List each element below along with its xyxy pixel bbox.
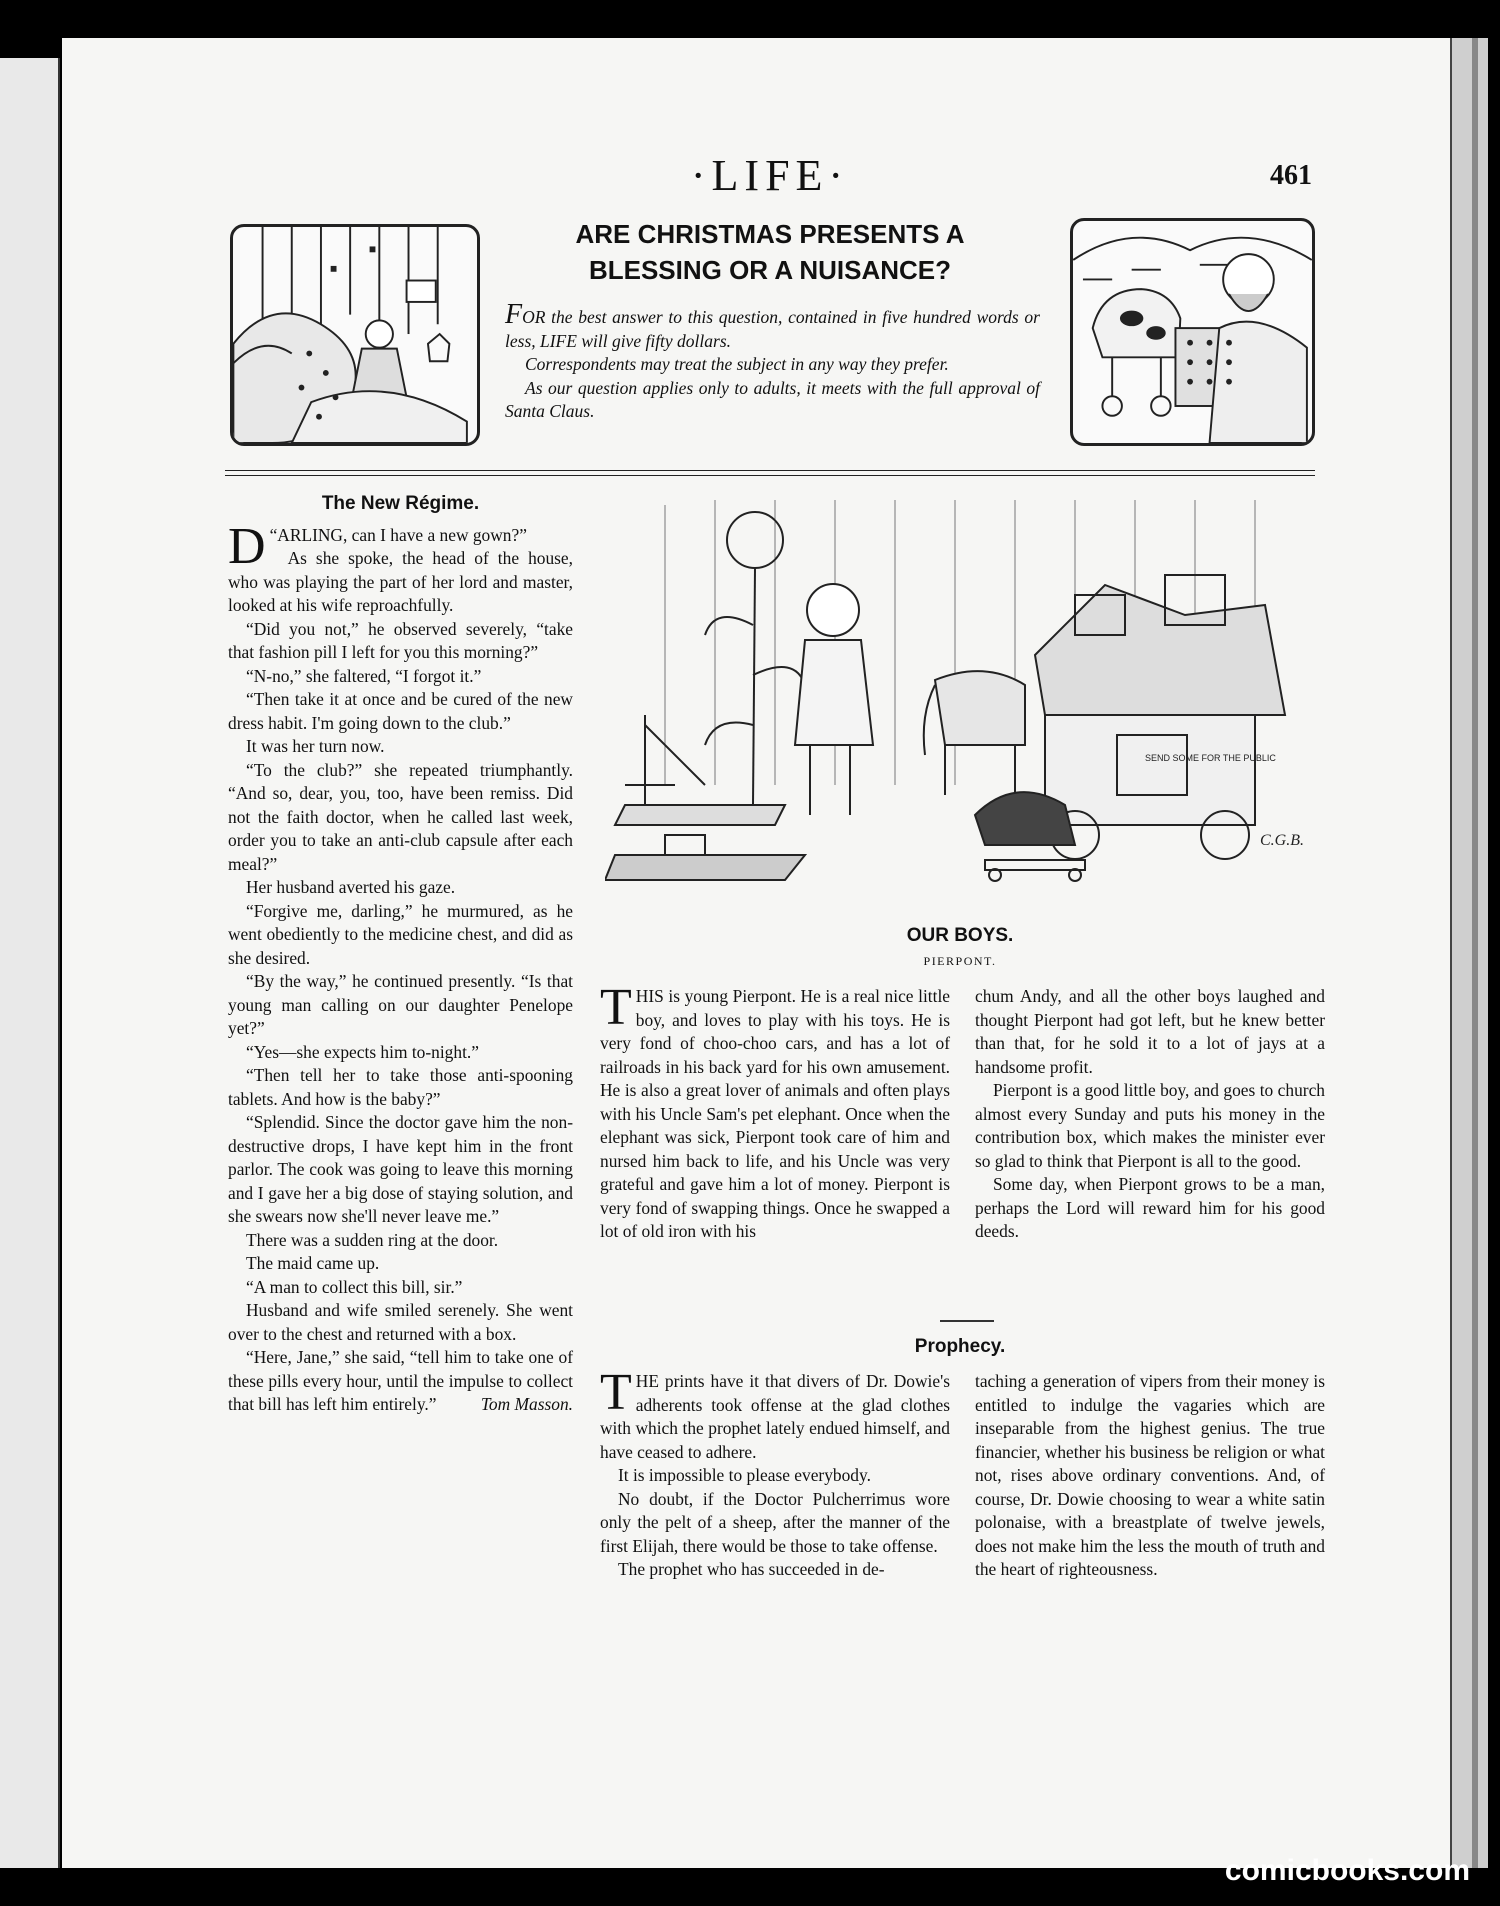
article-paragraph: It is impossible to please everybody. [618, 1465, 871, 1485]
our-boys-column-1 [600, 979, 950, 1244]
prophecy-column-2 [975, 1370, 1325, 1582]
new-regime-article [228, 492, 573, 1417]
article-paragraph: Her husband averted his gaze. [246, 877, 456, 897]
article-body [228, 517, 573, 1417]
our-boys-subtitle: PIERPONT. [923, 954, 997, 968]
author-signature: Tom Masson. [480, 1394, 573, 1414]
section-divider [225, 470, 1315, 476]
contest-paragraph: As our question applies only to adults, it meets with the full approval of Santa Claus. [505, 377, 1040, 421]
article-paragraph-text: HIS is young Pierpont. He is a real nice little boy, and loves to play with his toys. He is very fond of choo-choo cars, and has a lot of railroads in his back yard for his own amusement. He is also a great lover of animals and often plays with his Uncle Sam's pet elephant. Once when the elephant was sick, Pierpont took care of him and nursed him back to life, and his Uncle was very grateful and gave him a lot of money. Pierpont is very fond of swapping things. Once he swapped a lot of old iron with his [600, 986, 950, 1241]
pierpont-toys-drawing [605, 485, 1325, 915]
child-with-toys-drawing [233, 227, 477, 443]
prophecy-column-1 [600, 1364, 950, 1582]
contest-paragraph: Correspondents may treat the subject in any way they prefer. [525, 354, 949, 374]
article-paragraph [228, 1346, 573, 1417]
article-paragraph: “Then take it at once and be cured of the new dress habit. I'm going down to the club.” [228, 689, 573, 733]
article-paragraph: Some day, when Pierpont grows to be a man, perhaps the Lord will reward him for his good deeds. [975, 1174, 1325, 1241]
section-rule [940, 1320, 994, 1322]
page-right-edge-shadow [1472, 38, 1478, 1868]
article-paragraph [600, 1364, 950, 1464]
wagon-sign-text: SEND SOME FOR THE PUBLIC [1145, 753, 1276, 763]
article-paragraph-text: “Here, Jane,” she said, “tell him to take one of these pills every hour, until the impulse to collect that bill has left him entirely.” [228, 1347, 573, 1414]
contest-headline-line2: BLESSING OR A NUISANCE? [588, 255, 952, 285]
our-boys-column-2 [975, 985, 1325, 1244]
article-paragraph: “Yes—she expects him to-night.” [246, 1041, 479, 1062]
article-paragraph: “Splendid. Since the doctor gave him the non-destructive drops, I have kept him in the front parlor. The cook was going to leave this morning and I gave her a big dose of staying solution, and she swears now she'll never leave me.” [228, 1112, 573, 1226]
article-paragraph [600, 979, 950, 1244]
article-paragraph: “A man to collect this bill, sir.” [246, 1276, 463, 1297]
article-paragraph: “Did you not,” he observed severely, “take that fashion pill I left for you this morning?” [228, 618, 573, 662]
left-vignette-illustration [230, 224, 480, 446]
article-title: The New Régime. [321, 493, 480, 514]
article-paragraph: Pierpont is a good little boy, and goes to church almost every Sunday and puts his money in the contribution box, which makes the minister ever so glad to think that Pierpont is all to the good. [975, 1080, 1325, 1171]
article-paragraph: “Then tell her to take those anti-spooning tablets. And how is the baby?” [228, 1065, 573, 1109]
drop-cap: D [228, 517, 266, 575]
article-paragraph: chum Andy, and all the other boys laughed and thought Pierpont had got left, but he knew better than that, for he sold it to a lot of jays at a handsome profit. [975, 986, 1325, 1077]
article-paragraph: As she spoke, the head of the house, who was playing the part of her lord and master, looked at his wife reproachfully. [228, 548, 573, 615]
article-paragraph: It was her turn now. [246, 736, 385, 756]
article-paragraph: No doubt, if the Doctor Pulcherrimus wore only the pelt of a sheep, after the manner of the first Elijah, there would be those to take offense. [600, 1488, 950, 1556]
article-paragraph: “To the club?” she repeated triumphantly. “And so, dear, you, too, have been remiss. Did not the faith doctor, when he called last week, order you to take an anti-club capsule after each meal?” [228, 759, 573, 874]
man-with-toy-box-drawing [1073, 221, 1312, 443]
article-paragraph: There was a sudden ring at the door. [246, 1229, 499, 1250]
drop-cap: T [600, 979, 632, 1036]
article-paragraph [228, 517, 573, 575]
article-paragraph: The maid came up. [246, 1253, 380, 1273]
page-right-edge [1450, 38, 1488, 1868]
contest-headline-line1: ARE CHRISTMAS PRESENTS A [575, 219, 965, 249]
our-boys-illustration [605, 485, 1325, 915]
article-paragraph: “Forgive me, darling,” he murmured, as he went obediently to the medicine chest, and did as she desired. [228, 900, 573, 968]
article-paragraph: “N-no,” she faltered, “I forgot it.” [246, 665, 482, 686]
watermark-text: comicbooks.com [1224, 1854, 1470, 1887]
artist-signature: C.G.B. [1260, 832, 1304, 849]
article-paragraph-text: “ARLING, can I have a new gown?” [269, 524, 527, 545]
page-number: 461 [1270, 160, 1312, 191]
article-paragraph: The prophet who has succeeded in de- [618, 1559, 885, 1579]
our-boys-title: OUR BOYS. [906, 925, 1014, 946]
article-paragraph-text: HE prints have it that divers of Dr. Dowie's adherents took offense at the glad clothes with which the prophet lately endued himself, and have ceased to adhere. [600, 1371, 950, 1462]
drop-cap: T [600, 1364, 632, 1421]
article-paragraph: “By the way,” he continued presently. “Is that young man calling on our daughter Penelope yet?” [228, 971, 573, 1038]
prophecy-title: Prophecy. [914, 1336, 1006, 1357]
right-vignette-illustration [1070, 218, 1315, 446]
contest-announcement [505, 299, 1040, 424]
masthead-title: ·LIFE· [690, 151, 850, 200]
article-paragraph: Husband and wife smiled serenely. She went over to the chest and returned with a box. [228, 1300, 573, 1344]
contest-headline [520, 216, 1020, 288]
article-paragraph: taching a generation of vipers from their money is entitled to indulge the vagaries which are inseparable from the highest genius. The true financier, whether his business be religion or what not, rises above ordinary conventions. And, of course, Dr. Dowie choosing to wear a white satin polonaise, with a breastplate of twelve jewels, does not make him the less the mouth of truth and the heart of righteousness. [975, 1371, 1325, 1579]
contest-paragraph: FOR the best answer to this question, contained in five hundred words or less, LIFE will give fifty dollars. [505, 299, 1040, 351]
facing-page-edge [0, 58, 60, 1868]
